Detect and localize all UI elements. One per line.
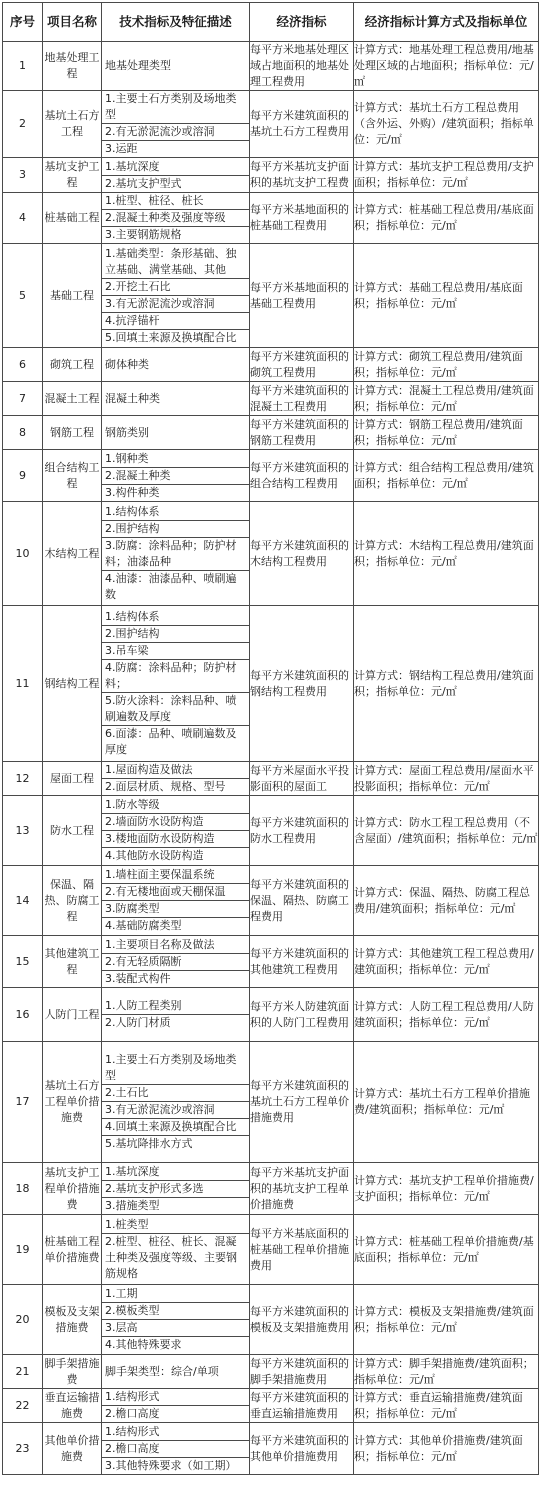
feature-item: 2.桩型、桩径、桩长、混凝土种类及强度等级、主要钢筋规格	[105, 1235, 237, 1280]
feature-item: 2.土石比	[102, 1085, 249, 1102]
feature-item: 3.有无淤泥流沙或溶洞	[102, 1102, 249, 1119]
economic-indicator: 每平方米建筑面积的保温、隔热、防腐工程费用	[250, 866, 354, 936]
feature-item: 5.回填土来源及换填配合比	[105, 330, 237, 344]
project-name: 模板及支架措施费	[43, 1285, 102, 1355]
feature-item: 2.基坑支护形式多选	[102, 1181, 249, 1198]
table-row	[3, 382, 539, 416]
feature-item: 1.主要土石方类别及场地类型	[102, 1052, 249, 1085]
row-index: 19	[3, 1215, 43, 1285]
project-name: 组合结构工程	[43, 450, 102, 502]
feature-item: 1.人防工程类别	[102, 998, 249, 1015]
project-name: 防水工程	[43, 796, 102, 866]
project-name: 混凝土工程	[43, 382, 102, 416]
feature-item: 4.抗浮锚杆	[102, 313, 249, 330]
project-name: 基坑支护工程单价措施费	[43, 1163, 102, 1215]
calculation-method: 计算方式：基坑土石方工程单价措施费/建筑面积；指标单位：元/㎡	[354, 1042, 539, 1163]
feature-item: 1.桩型、桩径、桩长	[102, 193, 249, 210]
project-name: 脚手架措施费	[43, 1355, 102, 1389]
economic-indicator: 每平方米建筑面积的垂直运输措施费用	[250, 1389, 354, 1423]
feature-item: 2.墙面防水设防构造	[102, 814, 249, 831]
row-index: 8	[3, 416, 43, 450]
feature-item: 地基处理类型	[105, 59, 171, 72]
economic-indicator: 每平方米建筑面积的混凝土工程费用	[250, 382, 354, 416]
table-row	[3, 450, 539, 502]
row-index: 18	[3, 1163, 43, 1215]
technical-features	[102, 988, 250, 1042]
technical-features	[102, 158, 250, 193]
economic-indicator: 每平方米建筑面积的砌筑工程费用	[250, 348, 354, 382]
technical-features	[102, 1285, 250, 1355]
row-index: 11	[3, 606, 43, 762]
feature-item: 5.基坑降排水方式	[105, 1137, 193, 1150]
feature-item: 2.围护结构	[102, 626, 249, 643]
technical-features	[102, 866, 250, 936]
calculation-method: 计算方式：基坑支护工程总费用/支护面积；指标单位：元/㎡	[354, 158, 539, 193]
table-row	[3, 1042, 539, 1163]
calculation-method: 计算方式：人防工程工程总费用/人防建筑面积；指标单位：元/㎡	[354, 988, 539, 1042]
table-row	[3, 866, 539, 936]
project-name: 桩基础工程单价措施费	[43, 1215, 102, 1285]
economic-indicator: 每平方米建筑面积的基坑土石方工程费用	[250, 91, 354, 158]
feature-item: 1.防水等级	[102, 797, 249, 814]
calculation-method: 计算方式：桩基础工程单价措施费/基底面积；指标单位：元/㎡	[354, 1215, 539, 1285]
feature-item: 3.装配式构件	[105, 971, 171, 985]
project-name: 基坑土石方工程	[43, 91, 102, 158]
header-technical-features: 技术指标及特征描述	[102, 3, 250, 42]
feature-item: 3.有无淤泥流沙或溶洞	[102, 296, 249, 313]
row-index: 22	[3, 1389, 43, 1423]
economic-indicator: 每平方米建筑面积的钢结构工程费用	[250, 606, 354, 762]
table-row	[3, 502, 539, 606]
feature-item: 2.人防门材质	[105, 1016, 171, 1029]
economic-indicator: 每平方米建筑面积的模板及支架措施费用	[250, 1285, 354, 1355]
feature-item: 6.面漆：品种、喷刷遍数及厚度	[105, 727, 237, 756]
calculation-method: 计算方式：组合结构工程总费用/建筑面积；指标单位：元/㎡	[354, 450, 539, 502]
feature-item: 1.结构体系	[102, 504, 249, 521]
project-name: 垂直运输措施费	[43, 1389, 102, 1423]
feature-item: 2.檐口高度	[105, 1407, 160, 1420]
calculation-method: 计算方式：混凝土工程总费用/建筑面积；指标单位：元/㎡	[354, 382, 539, 416]
project-name: 基础工程	[43, 244, 102, 348]
feature-item: 2.基坑支护型式	[105, 176, 182, 190]
table-row	[3, 1423, 539, 1475]
calculation-method: 计算方式：钢筋工程总费用/建筑面积；指标单位：元/㎡	[354, 416, 539, 450]
feature-item: 4.其他防水设防构造	[105, 849, 204, 862]
table-row	[3, 1285, 539, 1355]
calculation-method: 计算方式：脚手架措施费/建筑面积；指标单位：元/㎡	[354, 1355, 539, 1389]
feature-item: 3.防腐：涂料品种；防护材料；油漆品种	[102, 538, 249, 571]
feature-item: 2.围护结构	[102, 521, 249, 538]
row-index: 9	[3, 450, 43, 502]
economic-indicator: 每平方米建筑面积的其他建筑工程费用	[250, 936, 354, 988]
table-row	[3, 193, 539, 244]
table-row	[3, 1163, 539, 1215]
feature-item: 2.檐口高度	[102, 1441, 249, 1458]
technical-features	[102, 91, 250, 158]
feature-item: 1.屋面构造及做法	[102, 762, 249, 779]
row-index: 4	[3, 193, 43, 244]
economic-indicator: 每平方米建筑面积的防水工程费用	[250, 796, 354, 866]
header-project-name: 项目名称	[43, 3, 102, 42]
feature-item: 1.结构形式	[102, 1424, 249, 1441]
feature-item: 1.基坑深度	[102, 159, 249, 176]
feature-item: 3.防腐类型	[102, 901, 249, 918]
calculation-method: 计算方式：桩基础工程总费用/基底面积；指标单位：元/㎡	[354, 193, 539, 244]
feature-item: 脚手架类型：综合/单项	[105, 1364, 219, 1378]
technical-features	[102, 1163, 250, 1215]
project-name: 基坑土石方工程单价措施费	[43, 1042, 102, 1163]
table-row	[3, 348, 539, 382]
economic-indicator: 每平方米建筑面积的基坑土石方工程单价措施费用	[250, 1042, 354, 1163]
row-index: 21	[3, 1355, 43, 1389]
row-index: 15	[3, 936, 43, 988]
feature-item: 2.开挖土石比	[102, 279, 249, 296]
table-row	[3, 1215, 539, 1285]
feature-item: 4.其他特殊要求	[105, 1338, 182, 1351]
table-row	[3, 1355, 539, 1389]
calculation-method: 计算方式：保温、隔热、防腐工程总费用/建筑面积；指标单位：元/㎡	[354, 866, 539, 936]
project-name: 钢结构工程	[43, 606, 102, 762]
calculation-method: 计算方式：屋面工程总费用/屋面水平投影面积；指标单位：元/㎡	[354, 762, 539, 796]
row-index: 10	[3, 502, 43, 606]
feature-item: 3.运距	[105, 142, 138, 155]
technical-features	[102, 606, 250, 762]
feature-item: 2.混凝土种类及强度等级	[102, 210, 249, 227]
technical-features	[102, 796, 250, 866]
economic-indicator: 每平方米基坑支护面积的基坑支护工程费	[250, 158, 354, 193]
row-index: 7	[3, 382, 43, 416]
row-index: 20	[3, 1285, 43, 1355]
economic-indicator: 每平方米建筑面积的钢筋工程费用	[250, 416, 354, 450]
feature-item: 2.有无楼地面或天棚保温	[102, 884, 249, 901]
table-row	[3, 762, 539, 796]
feature-item: 1.钢种类	[102, 451, 249, 468]
economic-indicator: 每平方米人防建筑面积的人防门工程费用	[250, 988, 354, 1042]
calculation-method: 计算方式：地基处理工程总费用/地基处理区域的占地面积；指标单位：元/㎡	[354, 42, 539, 91]
calculation-method: 计算方式：其他单价措施费/建筑面积；指标单位：元/㎡	[354, 1423, 539, 1475]
feature-item: 1.墙柱面主要保温系统	[102, 867, 249, 884]
feature-item: 3.吊车梁	[102, 643, 249, 660]
feature-item: 1.工期	[102, 1286, 249, 1303]
technical-features	[102, 1042, 250, 1163]
feature-item: 3.措施类型	[105, 1198, 160, 1212]
technical-features	[102, 502, 250, 606]
project-name: 桩基础工程	[43, 193, 102, 244]
row-index: 14	[3, 866, 43, 936]
economic-indicator: 每平方米建筑面积的组合结构工程费用	[250, 450, 354, 502]
table-row	[3, 158, 539, 193]
technical-features	[102, 193, 250, 244]
table-row	[3, 91, 539, 158]
technical-features	[102, 1355, 250, 1389]
table-row	[3, 796, 539, 866]
economic-indicator: 每平方米地基处理区域占地面积的地基处理工程费用	[250, 42, 354, 91]
row-index: 2	[3, 91, 43, 158]
feature-item: 钢筋类别	[105, 425, 149, 439]
project-name: 砌筑工程	[43, 348, 102, 382]
technical-features	[102, 244, 250, 348]
project-name: 其他建筑工程	[43, 936, 102, 988]
feature-item: 3.构件种类	[105, 485, 160, 499]
technical-features	[102, 42, 250, 91]
table-row	[3, 1389, 539, 1423]
feature-item: 1.基础类型：条形基础、独立基础、满堂基础、其他	[102, 246, 249, 279]
project-name: 人防门工程	[43, 988, 102, 1042]
row-index: 13	[3, 796, 43, 866]
table-row	[3, 606, 539, 762]
table-body	[3, 42, 539, 1475]
economic-indicator: 每平方米基地面积的桩基础工程费用	[250, 193, 354, 244]
feature-item: 1.主要项目名称及做法	[102, 937, 249, 954]
technical-features	[102, 1423, 250, 1475]
technical-features	[102, 1215, 250, 1285]
feature-item: 砌体种类	[105, 357, 149, 371]
row-index: 3	[3, 158, 43, 193]
feature-item: 1.基坑深度	[102, 1164, 249, 1181]
project-name: 地基处理工程	[43, 42, 102, 91]
calculation-method: 计算方式：模板及支架措施费/建筑面积；指标单位：元/㎡	[354, 1285, 539, 1355]
feature-item: 3.层高	[102, 1320, 249, 1337]
feature-item: 5.防火涂料：涂料品种、喷刷遍数及厚度	[102, 693, 249, 726]
feature-item: 4.基础防腐类型	[105, 919, 182, 932]
header-index: 序号	[3, 3, 43, 42]
feature-item: 4.防腐：涂料品种；防护材料；	[102, 660, 249, 693]
table-row	[3, 988, 539, 1042]
feature-item: 1.结构形式	[102, 1389, 249, 1406]
feature-item: 3.其他特殊要求（如工期）	[105, 1458, 237, 1472]
economic-indicator: 每平方米基底面积的桩基础工程单价措施费用	[250, 1215, 354, 1285]
row-index: 12	[3, 762, 43, 796]
table-row	[3, 42, 539, 91]
feature-item: 2.有无轻质隔断	[102, 954, 249, 971]
table-row	[3, 416, 539, 450]
feature-item: 1.桩类型	[102, 1217, 249, 1234]
economic-indicator: 每平方米建筑面积的木结构工程费用	[250, 502, 354, 606]
technical-features	[102, 450, 250, 502]
feature-item: 2.模板类型	[102, 1303, 249, 1320]
calculation-method: 计算方式：木结构工程总费用/建筑面积；指标单位：元/㎡	[354, 502, 539, 606]
row-index: 23	[3, 1423, 43, 1475]
row-index: 1	[3, 42, 43, 91]
project-name: 基坑支护工程	[43, 158, 102, 193]
calculation-method: 计算方式：基坑土石方工程总费用（含外运、外购）/建筑面积；指标单位：元/㎡	[354, 91, 539, 158]
technical-features	[102, 416, 250, 450]
project-name: 钢筋工程	[43, 416, 102, 450]
feature-item: 3.楼地面防水设防构造	[102, 831, 249, 848]
row-index: 5	[3, 244, 43, 348]
row-index: 17	[3, 1042, 43, 1163]
project-name: 木结构工程	[43, 502, 102, 606]
technical-features	[102, 1389, 250, 1423]
calculation-method: 计算方式：其他建筑工程工程总费用/建筑面积；指标单位：元/㎡	[354, 936, 539, 988]
economic-indicator: 每平方米建筑面积的其他单价措施费用	[250, 1423, 354, 1475]
header-calculation-method: 经济指标计算方式及指标单位	[354, 3, 539, 42]
calculation-method: 计算方式：砌筑工程总费用/建筑面积；指标单位：元/㎡	[354, 348, 539, 382]
calculation-method: 计算方式：钢结构工程总费用/建筑面积；指标单位：元/㎡	[354, 606, 539, 762]
feature-item: 3.主要钢筋规格	[105, 228, 182, 241]
header-row	[3, 3, 539, 42]
technical-features	[102, 348, 250, 382]
feature-item: 2.混凝土种类	[102, 468, 249, 485]
technical-features	[102, 936, 250, 988]
feature-item: 4.回填土来源及换填配合比	[102, 1119, 249, 1136]
calculation-method: 计算方式：基坑支护工程单价措施费/支护面积；指标单位：元/㎡	[354, 1163, 539, 1215]
table-row	[3, 244, 539, 348]
feature-item: 混凝土种类	[105, 391, 160, 405]
header-economic-indicator: 经济指标	[250, 3, 354, 42]
calculation-method: 计算方式：防水工程工程总费用（不含屋面）/建筑面积；指标单位：元/㎡	[354, 796, 539, 866]
feature-item: 1.结构体系	[102, 609, 249, 626]
feature-item: 2.有无淤泥流沙或溶洞	[102, 124, 249, 141]
indicator-table	[2, 2, 539, 1475]
calculation-method: 计算方式：垂直运输措施费/建筑面积；指标单位：元/㎡	[354, 1389, 539, 1423]
project-name: 保温、隔热、防腐工程	[43, 866, 102, 936]
project-name: 屋面工程	[43, 762, 102, 796]
feature-item: 1.主要土石方类别及场地类型	[102, 91, 249, 124]
economic-indicator: 每平方米基坑支护面积的基坑支护工程单价措施费	[250, 1163, 354, 1215]
economic-indicator: 每平方米建筑面积的脚手架措施费用	[250, 1355, 354, 1389]
economic-indicator: 每平方米屋面水平投影面积的屋面工	[250, 762, 354, 796]
technical-features	[102, 382, 250, 416]
technical-features	[102, 762, 250, 796]
row-index: 16	[3, 988, 43, 1042]
calculation-method: 计算方式：基础工程总费用/基底面积；指标单位：元/㎡	[354, 244, 539, 348]
economic-indicator: 每平方米基地面积的基础工程费用	[250, 244, 354, 348]
table-row	[3, 936, 539, 988]
row-index: 6	[3, 348, 43, 382]
feature-item: 4.油漆：油漆品种、喷刷遍数	[105, 572, 237, 601]
project-name: 其他单价措施费	[43, 1423, 102, 1475]
feature-item: 2.面层材质、规格、型号	[105, 780, 226, 793]
